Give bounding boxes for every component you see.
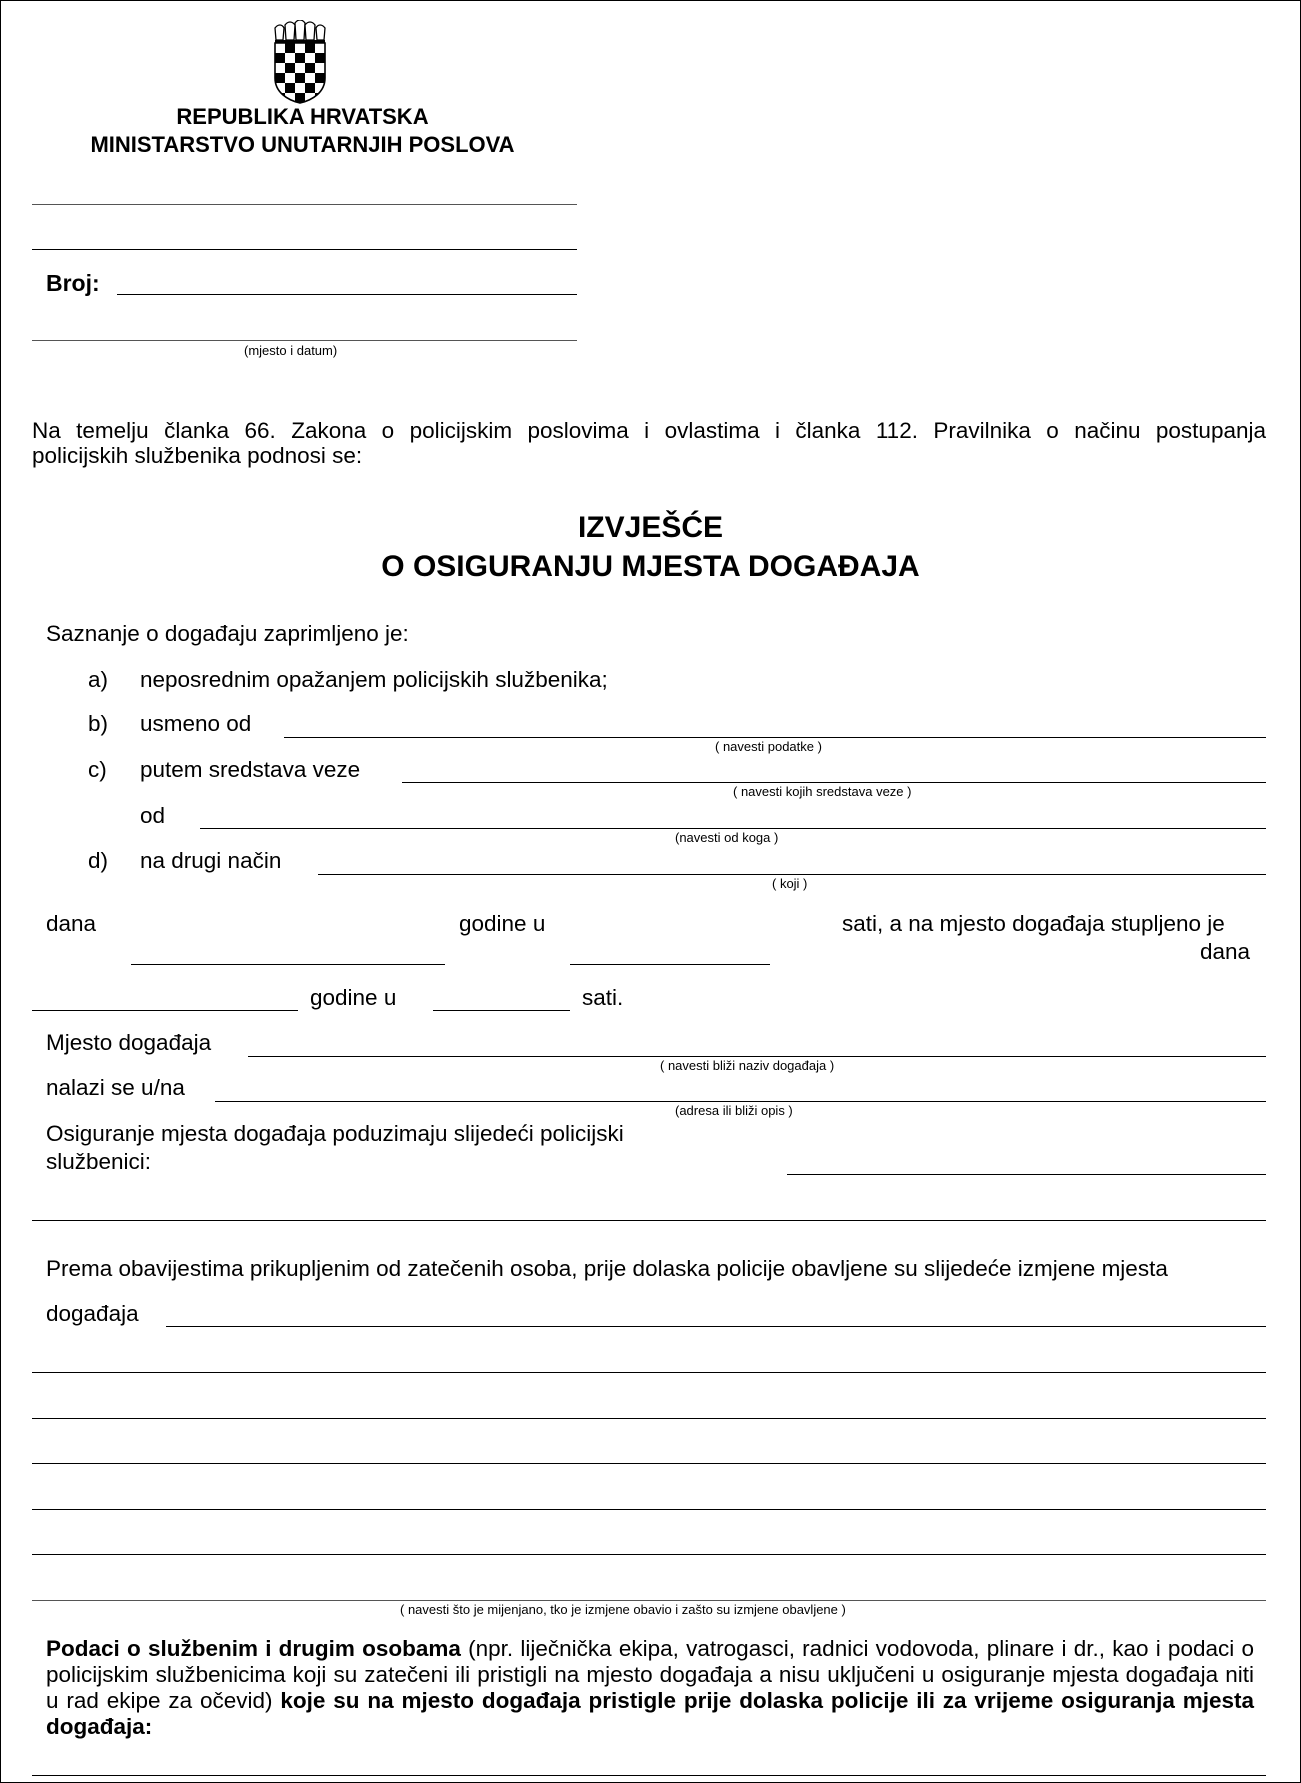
org-unit-line-2	[32, 249, 577, 250]
org-unit-line-1	[32, 204, 577, 205]
changes-field-line-7[interactable]	[32, 1600, 1266, 1601]
godine-u-label-2: godine u	[310, 985, 397, 1010]
persons-bold-2: koje su na mjesto događaja pristigle prije dolaska policije ili za vrijeme osiguranja mjesta događaja:	[46, 1688, 1254, 1739]
document-title-line-1: IZVJEŠĆE	[577, 511, 724, 544]
changes-field-line-4[interactable]	[32, 1463, 1266, 1464]
nalazi-field-line[interactable]	[215, 1101, 1266, 1102]
option-c-od-field-line[interactable]	[200, 828, 1266, 829]
hour-field-line-1[interactable]	[570, 964, 770, 965]
changes-field-line-5[interactable]	[32, 1509, 1266, 1510]
persons-field-line[interactable]	[32, 1775, 1266, 1776]
mjesto-hint: ( navesti bliži naziv događaja )	[660, 1058, 835, 1073]
date-field-line-2[interactable]	[32, 1010, 298, 1011]
broj-label: Broj:	[46, 270, 100, 296]
broj-field-line[interactable]	[117, 294, 577, 295]
option-d-letter: d)	[88, 848, 109, 873]
changes-field-line-6[interactable]	[32, 1554, 1266, 1555]
changes-field-line-2[interactable]	[32, 1372, 1266, 1373]
godine-u-label-1: godine u	[459, 911, 546, 936]
persons-bold-1: Podaci o službenim i drugim osobama	[46, 1636, 461, 1661]
changes-field-line-1[interactable]	[166, 1326, 1266, 1327]
option-c-hint: ( navesti kojih sredstava veze )	[733, 784, 912, 799]
intro-paragraph	[32, 418, 1266, 468]
date-field-line-1[interactable]	[131, 964, 445, 965]
option-b-letter: b)	[88, 711, 109, 736]
coat-of-arms	[270, 20, 330, 104]
intro-line-1: Na temelju članka 66. Zakona o policijskim poslovima i ovlastima i članka 112. Pravilnika o načinu postupanja	[32, 418, 1266, 443]
changes-hint: ( navesti što je mijenjano, tko je izmjene obavio i zašto su izmjene obavljene )	[400, 1602, 846, 1617]
option-a-text: neposrednim opažanjem policijskih službenika;	[140, 667, 608, 692]
hour-field-line-2[interactable]	[433, 1010, 570, 1011]
nalazi-hint: (adresa ili bliži opis )	[675, 1103, 793, 1118]
officers-field-line-2[interactable]	[32, 1220, 1266, 1221]
sati-tail-line-2: dana	[1200, 939, 1251, 964]
option-a-letter: a)	[88, 667, 109, 692]
option-c-od-text: od	[140, 803, 166, 828]
place-date-hint: (mjesto i datum)	[244, 343, 338, 358]
place-date-line[interactable]	[32, 340, 577, 341]
persons-paragraph	[46, 1636, 1254, 1740]
dana-label: dana	[46, 911, 97, 936]
sati-end-label: sati.	[582, 985, 624, 1010]
ministry-heading: MINISTARSTVO UNUTARNJIH POSLOVA	[90, 132, 515, 157]
changes-label-line-2: događaja	[46, 1301, 139, 1326]
country-heading: REPUBLIKA HRVATSKA	[176, 104, 429, 129]
mjesto-label: Mjesto događaja	[46, 1030, 212, 1055]
option-c-od-hint: (navesti od koga )	[675, 830, 779, 845]
option-b-text: usmeno od	[140, 711, 252, 736]
intro-line-2: policijskih službenika podnosi se:	[32, 443, 363, 468]
option-b-field-line[interactable]	[284, 737, 1266, 738]
document-title-line-2: O OSIGURANJU MJESTA DOGAĐAJA	[381, 550, 920, 583]
option-b-hint: ( navesti podatke )	[715, 739, 822, 754]
notice-heading: Saznanje o događaju zaprimljeno je:	[46, 621, 409, 646]
option-c-letter: c)	[88, 757, 107, 782]
option-d-text: na drugi način	[140, 848, 282, 873]
croatian-coat-of-arms-icon	[270, 20, 330, 104]
officers-label-line-1: Osiguranje mjesta događaja poduzimaju slijedeći policijski	[46, 1121, 624, 1146]
officers-field-line-1[interactable]	[787, 1174, 1266, 1175]
mjesto-field-line[interactable]	[248, 1056, 1266, 1057]
nalazi-label: nalazi se u/na	[46, 1075, 185, 1100]
option-c-field-line[interactable]	[402, 782, 1266, 783]
changes-label-line-1: Prema obavijestima prikupljenim od zatečenih osoba, prije dolaska policije obavljene su slijedeće izmjene mjesta	[46, 1256, 1168, 1281]
sati-tail-line-1: sati, a na mjesto događaja stupljeno je	[842, 911, 1225, 936]
persons-normal-1: (npr. liječnička ekipa, vatrogasci, radnici vodovoda, plinare i dr., kao i podaci o policijskim službenicima koji su zatečeni ili pristigli na mjesto događaja a nisu uključeni u osiguranje mjesta događaja niti u rad ekipe za očevid)	[46, 1636, 1254, 1713]
option-d-field-line[interactable]	[318, 874, 1266, 875]
officers-label-line-2: službenici:	[46, 1149, 152, 1174]
option-d-hint: ( koji )	[772, 876, 808, 891]
option-c-text: putem sredstava veze	[140, 757, 361, 782]
changes-field-line-3[interactable]	[32, 1418, 1266, 1419]
